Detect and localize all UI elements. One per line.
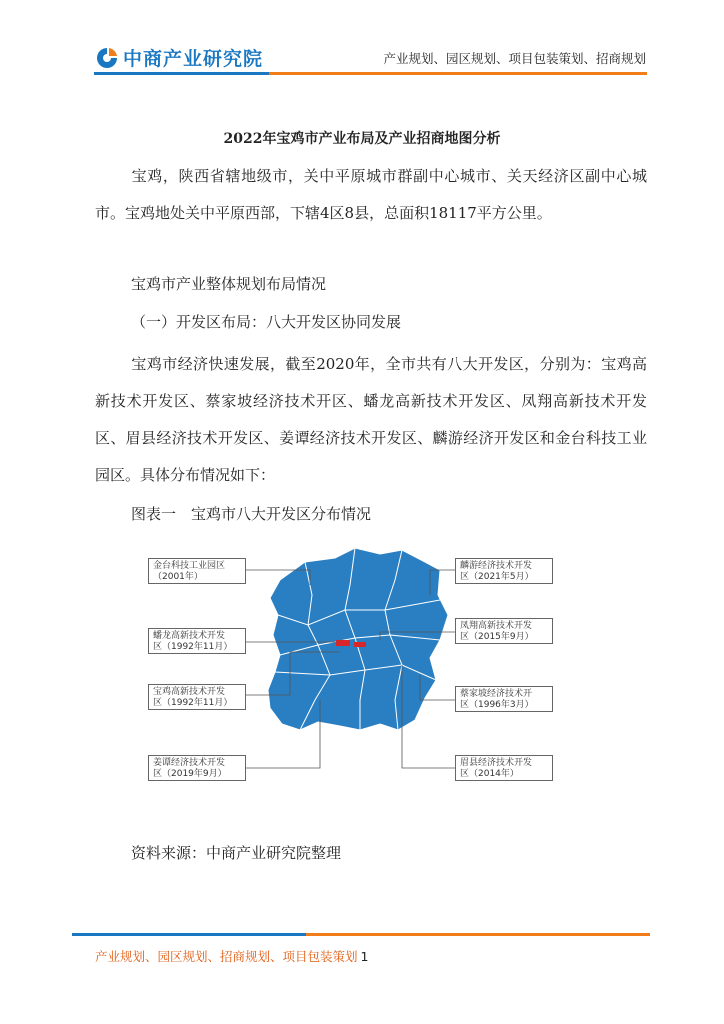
company-logo [95, 44, 263, 71]
map-label-panlong: 蟠龙高新技术开发 区（1992年11月） [148, 628, 246, 654]
map-label-baoji-hitech: 宝鸡高新技术开发 区（1992年11月） [148, 684, 246, 710]
baoji-map-region [268, 548, 448, 730]
footer [95, 947, 368, 965]
footer-rule-blue [72, 933, 306, 936]
map-label-meixian: 眉县经济技术开发 区（2014年） [455, 755, 553, 781]
logo-mark-icon [95, 46, 119, 70]
map-label-caijiapo: 蔡家坡经济技术开 区（1996年3月） [455, 686, 553, 712]
logo-text: 中商产业研究院 [123, 48, 264, 70]
footer-slogan: 产业规划、园区规划、招商规划、项目包装策划 [95, 949, 358, 964]
source-note: 资料来源：中商产业研究院整理 [131, 844, 342, 862]
footer-rule-orange [306, 933, 650, 936]
header-rule-orange [269, 72, 647, 75]
page-number: 1 [360, 949, 369, 964]
paragraph-zones [95, 346, 647, 494]
paragraph-intro-text: 宝鸡，陕西省辖地级市，关中平原城市群副中心城市、关天经济区副中心城市。宝鸡地处关中平原西部，下辖4区8县，总面积18117平方公里。 [95, 167, 647, 222]
figure-caption: 图表一 宝鸡市八大开发区分布情况 [131, 505, 372, 523]
section-heading: 宝鸡市产业整体规划布局情况 [131, 275, 327, 293]
document-title: 2022年宝鸡市产业布局及产业招商地图分析 [223, 131, 501, 147]
development-zone-map [140, 540, 570, 800]
paragraph-intro [95, 158, 647, 232]
map-label-linyou: 麟游经济技术开发 区（2021年5月） [455, 558, 553, 584]
map-label-fengxiang: 凤翔高新技术开发 区（2015年9月） [455, 618, 553, 644]
map-label-jintai: 金台科技工业园区 （2001年） [148, 558, 246, 584]
map-label-jiangtan: 姜谭经济技术开发 区（2019年9月） [148, 755, 246, 781]
paragraph-zones-text: 宝鸡市经济快速发展，截至2020年，全市共有八大开发区，分别为：宝鸡高新技术开发区、蔡家坡经济技术开区、蟠龙高新技术开发区、凤翔高新技术开发区、眉县经济技术开发区、姜谭经济技术开发区、麟游经济开发区和金台科技工业园区。具体分布情况如下： [95, 355, 647, 484]
header-slogan: 产业规划、园区规划、项目包装策划、招商规划 [383, 51, 646, 66]
sub-heading: （一）开发区布局：八大开发区协同发展 [131, 313, 402, 331]
header-rule-blue [94, 72, 269, 75]
